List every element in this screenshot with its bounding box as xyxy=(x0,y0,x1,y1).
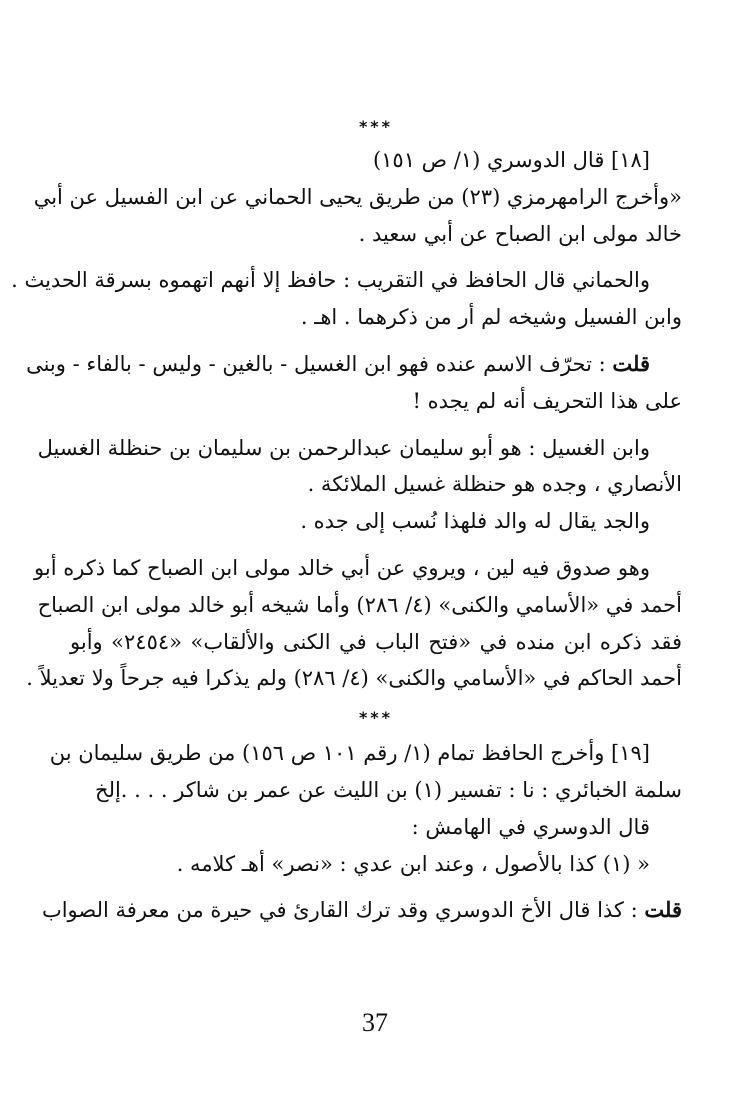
section-separator: *** xyxy=(358,117,394,136)
page-number: 37 xyxy=(362,1008,388,1037)
entry-heading: [١٩] وأخرج الحافظ تمام (١/ رقم ١٠١ ص ١٥٦) من طريق سليمان بن xyxy=(49,741,650,766)
section-separator: *** xyxy=(358,708,394,728)
text-line: الأنصاري ، وجده هو حنظلة غسيل الملائكة . xyxy=(307,472,682,497)
keyword-qult: قلت xyxy=(644,897,682,923)
entry-heading: [١٨] قال الدوسري (١/ ص ١٥١) xyxy=(372,148,650,172)
text-line: وابن الغسيل : هو أبو سليمان عبدالرحمن بن سليمان بن حنظلة الغسيل xyxy=(37,435,650,460)
text-line: فقد ذكره ابن منده في «فتح الباب في الكنى والألقاب» «٢٤٥٤» وأبو xyxy=(70,629,682,654)
text-span: : تحرّف الاسم عنده فهو ابن الغسيل - بالغين - وليس - بالفاء - وبنى xyxy=(26,351,613,376)
text-line: على هذا التحريف أنه لم يجده ! xyxy=(412,388,682,413)
text-line: سلمة الخبائري : نا : تفسير (١) بن الليث عن عمر بن شاكر . . . .إلخ xyxy=(95,777,682,802)
keyword-qult: قلت xyxy=(612,350,650,376)
text-line: والجد يقال له والد فلهذا نُسب إلى جده . xyxy=(300,509,650,534)
text-line: والحماني قال الحافظ في التقريب : حافظ إلا أنهم اتهموه بسرقة الحديث . xyxy=(11,268,650,293)
text-line: وهو صدوق فيه لين ، ويروي عن أبي خالد مولى ابن الصباح كما ذكره أبو xyxy=(34,555,650,580)
text-line: قال الدوسري في الهامش : xyxy=(411,814,650,839)
text-line xyxy=(41,892,682,929)
page-body xyxy=(11,112,682,929)
footnote-quote: « (١) كذا بالأصول ، وعند ابن عدي : «نصر» أهـ كلامه . xyxy=(176,851,650,876)
text-line: «وأخرج الرامهرمزي (٢٣) من طريق يحيى الحماني عن ابن الفسيل عن أبي xyxy=(33,184,682,209)
text-line xyxy=(26,346,682,383)
text-span: : كذا قال الأخ الدوسري وقد ترك القارئ في حيرة من معرفة الصواب xyxy=(41,898,645,923)
text-line: خالد مولى ابن الصباح عن أبي سعيد . xyxy=(358,221,682,246)
text-line: أحمد الحاكم في «الأسامي والكنى» (٤/ ٢٨٦) ولم يذكرا فيه جرحاً ولا تعديلاً . xyxy=(26,666,682,691)
text-line: وابن الفسيل وشيخه لم أر من ذكرهما . اهـ . xyxy=(300,305,682,330)
text-line: أحمد في «الأسامي والكنى» (٤/ ٢٨٦) وأما شيخه أبو خالد مولى ابن الصباح xyxy=(37,592,682,617)
